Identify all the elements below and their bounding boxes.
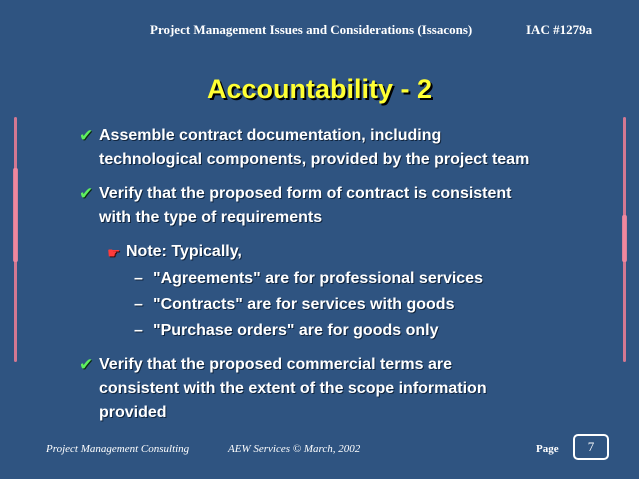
check-icon: ✔ [79, 126, 94, 146]
dash-marker: – [134, 322, 143, 339]
sub-bullet-text: "Agreements" are for professional services [153, 270, 483, 287]
sub-bullet-text: "Purchase orders" are for goods only [153, 322, 439, 339]
bullet-line: Verify that the proposed form of contract is consistent [99, 185, 512, 202]
sub-bullet-text: "Contracts" are for services with goods [153, 296, 455, 313]
footer-copyright: AEW Services © March, 2002 [228, 443, 361, 455]
pointing-hand-icon: ☛ [107, 244, 121, 262]
dash-marker: – [134, 270, 143, 287]
bullet-line: with the type of requirements [99, 209, 323, 226]
bullet-line: Verify that the proposed commercial terms are [99, 356, 453, 373]
check-icon: ✔ [79, 355, 94, 375]
bullet-line: technological components, provided by the project team [99, 151, 530, 168]
check-icon: ✔ [79, 184, 94, 204]
bullet-line: consistent with the extent of the scope information [99, 380, 487, 397]
course-code: IAC #1279a [526, 22, 593, 37]
footer-organization: Project Management Consulting [46, 443, 190, 455]
note-text: Note: Typically, [126, 243, 242, 260]
slide-title: Accountability - 2 [206, 74, 433, 104]
dash-marker: – [134, 296, 143, 313]
page-label: Page [536, 443, 559, 455]
course-title: Project Management Issues and Considerations (Issacons) [150, 22, 473, 37]
page-number: 7 [573, 434, 609, 460]
bullet-line: Assemble contract documentation, including [99, 127, 442, 144]
bullet-line: provided [99, 404, 167, 421]
